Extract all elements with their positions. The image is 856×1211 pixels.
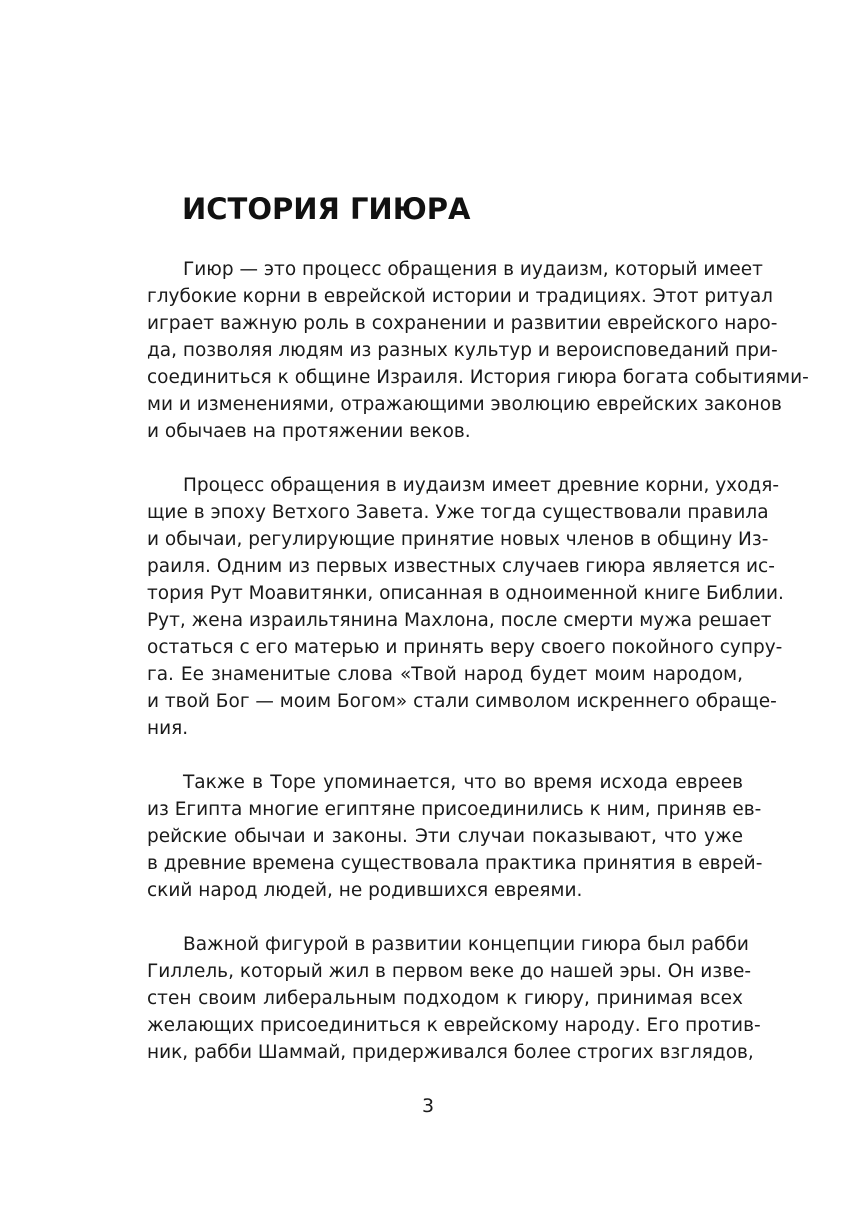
paragraph-1 — [147, 256, 809, 445]
paragraph-line: га. Ее знаменитые слова «Твой народ будет моим народом, — [147, 664, 743, 685]
paragraph-line: раиля. Одним из первых известных случаев гиюра является ис- — [147, 556, 775, 577]
paragraph-line: Рут, жена израильтянина Махлона, после смерти мужа решает — [147, 610, 772, 631]
paragraph-line: тория Рут Моавитянки, описанная в одноименной книге Библии. — [147, 583, 784, 604]
paragraph-3 — [147, 769, 763, 904]
paragraph-line: Важной фигурой в развитии концепции гиюра был рабби — [183, 934, 749, 955]
paragraph-line: из Египта многие египтяне присоединились к ним, приняв ев- — [147, 799, 762, 820]
page-number: 3 — [421, 1095, 435, 1117]
paragraph-line: ния. — [147, 718, 189, 739]
paragraph-line: ский народ людей, не родившихся евреями. — [147, 880, 583, 901]
paragraph-line: и обычаи, регулирующие принятие новых членов в общину Из- — [147, 529, 769, 550]
paragraph-line: играет важную роль в сохранении и развитии еврейского наро- — [147, 313, 778, 334]
paragraph-line: остаться с его матерью и принять веру своего покойного супру- — [147, 637, 783, 658]
paragraph-line: глубокие корни в еврейской истории и традициях. Этот ритуал — [147, 286, 774, 307]
paragraph-line: Гиллель, который жил в первом веке до нашей эры. Он изве- — [147, 961, 752, 982]
paragraph-line: в древние времена существовала практика принятия в еврей- — [147, 853, 763, 874]
paragraph-line: рейские обычаи и законы. Эти случаи показывают, что уже — [147, 826, 743, 847]
paragraph-line: Гиюр — это процесс обращения в иудаизм, который имеет — [183, 259, 763, 280]
paragraph-line: щие в эпоху Ветхого Завета. Уже тогда существовали правила — [147, 502, 769, 523]
paragraph-line: Процесс обращения в иудаизм имеет древние корни, уходя- — [183, 475, 780, 496]
paragraph-line: ник, рабби Шаммай, придерживался более строгих взглядов, — [147, 1042, 754, 1063]
paragraph-line: да, позволяя людям из разных культур и вероисповеданий при- — [147, 340, 778, 361]
paragraph-line: соединиться к общине Израиля. История гиюра богата событиями- — [147, 367, 809, 388]
paragraph-line: ми и изменениями, отражающими эволюцию еврейских законов — [147, 394, 782, 415]
paragraph-line: Также в Торе упоминается, что во время исхода евреев — [183, 772, 743, 793]
paragraph-line: и обычаев на протяжении веков. — [147, 421, 471, 442]
paragraph-line: желающих присоединиться к еврейскому народу. Его против- — [147, 1015, 761, 1036]
paragraph-line: стен своим либеральным подходом к гиюру, принимая всех — [147, 988, 743, 1009]
paragraph-4 — [147, 931, 761, 1066]
page-title: ИСТОРИЯ ГИЮРА — [182, 192, 471, 226]
paragraph-line: и твой Бог — моим Богом» стали символом искреннего обраще- — [147, 691, 777, 712]
paragraph-2 — [147, 472, 784, 742]
